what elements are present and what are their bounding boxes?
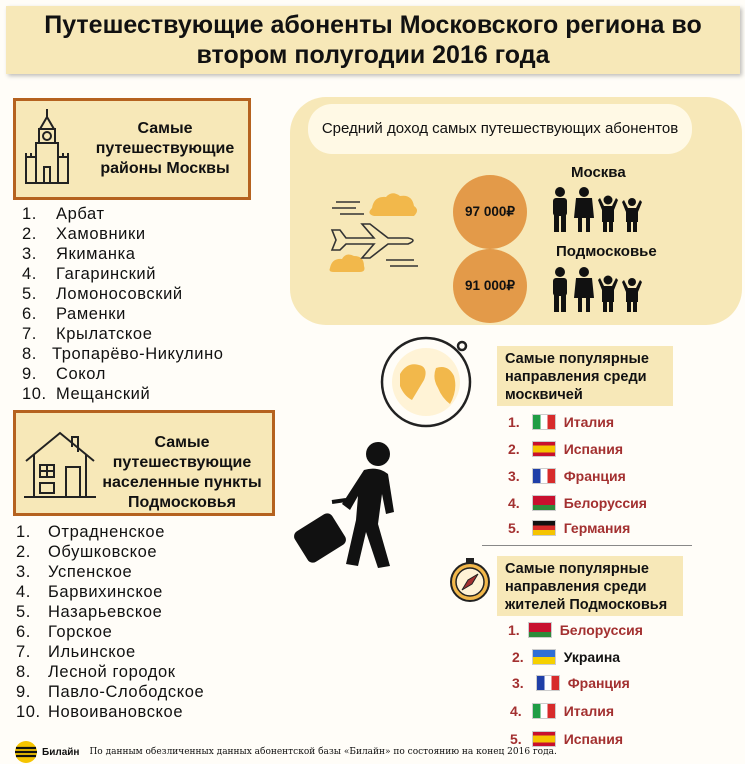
mo-income-label: Подмосковье — [556, 243, 657, 260]
compass-icon — [448, 556, 492, 604]
list-item: 7. Крылатское — [22, 325, 153, 343]
list-item: 1. Белоруссия — [508, 622, 643, 638]
list-item: 9. Сокол — [22, 365, 106, 383]
belarus-flag-icon — [532, 495, 556, 511]
moscow-income-label: Москва — [571, 164, 626, 181]
mo-settlements-list — [16, 522, 204, 722]
belarus-flag-icon — [528, 622, 552, 638]
list-item: 3. Успенское — [16, 563, 133, 581]
moscow-districts-heading: Самые путешествующие районы Москвы — [95, 120, 235, 177]
moscow-destinations-heading: Самые популярные направления среди москвичей — [497, 346, 673, 406]
mo-settlements-header — [13, 410, 275, 516]
list-item: 1. Италия — [508, 414, 615, 430]
list-item: 3. Франция — [512, 675, 630, 691]
traveler-icon — [292, 440, 412, 570]
page-title: Путешествующие абоненты Московского региона во втором полугодии 2016 года — [44, 11, 702, 69]
brand-name: Билайн — [42, 746, 80, 758]
moscow-districts-list — [22, 204, 224, 404]
ukraine-flag-icon — [532, 649, 556, 665]
footer-note: По данным обезличенных данных абонентской базы «Билайн» по состоянию на конец 2016 года. — [89, 747, 557, 757]
list-item: 2. Испания — [508, 441, 624, 457]
list-item: 5. Испания — [510, 731, 624, 747]
mo-settlements-heading: Самые путешествующие населенные пункты Подмосковья — [102, 434, 262, 511]
kremlin-tower-icon — [22, 107, 72, 187]
spain-flag-icon — [532, 441, 556, 457]
list-item: 5. Назарьевское — [16, 603, 163, 621]
footer — [14, 740, 557, 764]
beeline-logo-icon — [14, 740, 38, 764]
list-item: 1. Отрадненское — [16, 523, 165, 541]
list-item: 3. Якиманка — [22, 245, 136, 263]
list-item: 1. Арбат — [22, 205, 105, 223]
list-item: 4. Гагаринский — [22, 265, 157, 283]
list-item: 7. Ильинское — [16, 643, 136, 661]
italy-flag-icon — [532, 414, 556, 430]
list-item: 5. Ломоносовский — [22, 285, 183, 303]
list-item: 9. Павло-Слободское — [16, 683, 205, 701]
list-item: 10. Мещанский — [22, 385, 151, 403]
title-banner — [6, 6, 740, 74]
airplane-clouds-icon — [326, 188, 436, 278]
list-item: 2. Обушковское — [16, 543, 158, 561]
list-item: 2. Украина — [512, 649, 621, 665]
income-heading: Средний доход самых путешествующих абонентов — [308, 104, 692, 154]
moscow-income-badge: 97 000₽ — [453, 175, 527, 249]
family-icon — [548, 186, 648, 234]
list-item: 8. Лесной городок — [16, 663, 176, 681]
divider — [482, 545, 692, 546]
list-item: 3. Франция — [508, 468, 626, 484]
list-item: 8. Тропарёво-Никулино — [22, 345, 224, 363]
germany-flag-icon — [532, 520, 556, 536]
list-item: 10. Новоивановское — [16, 703, 184, 721]
list-item: 4. Белоруссия — [508, 495, 647, 511]
list-item: 4. Италия — [510, 703, 615, 719]
globe-icon — [378, 334, 474, 430]
list-item: 2. Хамовники — [22, 225, 146, 243]
mo-destinations-heading: Самые популярные направления среди жителей Подмосковья — [497, 556, 683, 616]
italy-flag-icon — [532, 703, 556, 719]
list-item: 6. Горское — [16, 623, 113, 641]
moscow-districts-header — [13, 98, 251, 200]
list-item: 5. Германия — [508, 520, 631, 536]
france-flag-icon — [532, 468, 556, 484]
mo-income-badge: 91 000₽ — [453, 249, 527, 323]
list-item: 6. Раменки — [22, 305, 126, 323]
france-flag-icon — [536, 675, 560, 691]
family-icon — [548, 266, 648, 314]
list-item: 4. Барвихинское — [16, 583, 163, 601]
